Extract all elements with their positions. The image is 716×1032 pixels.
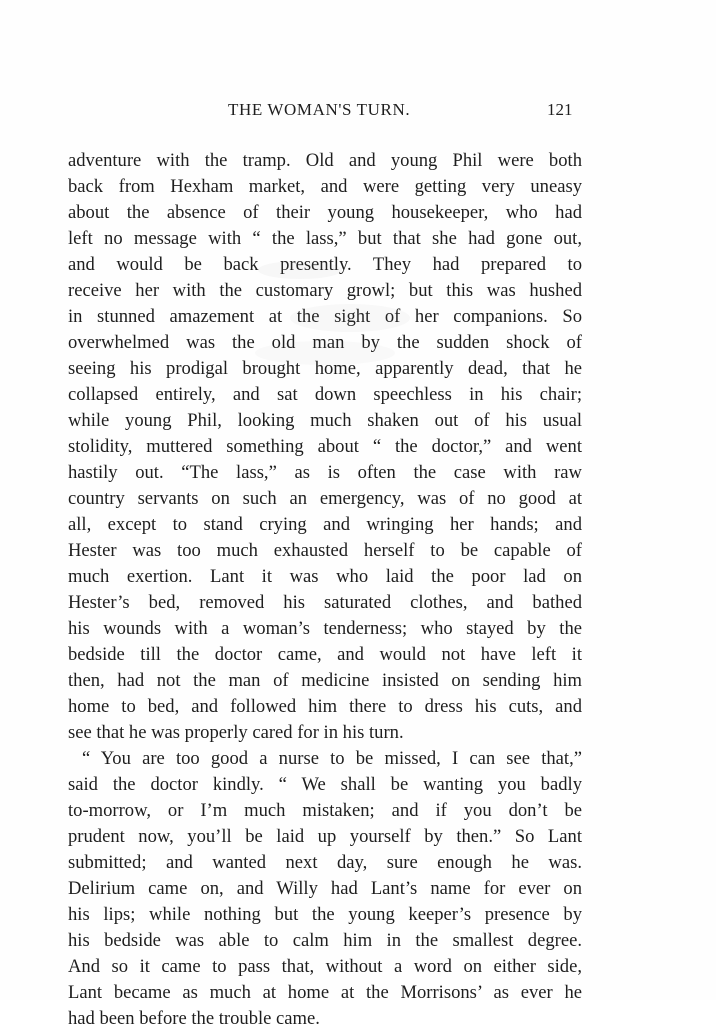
text-line: said the doctor kindly. “ We shall be wanting you badly <box>68 774 582 795</box>
text-line: in stunned amazement at the sight of her companions. So <box>68 306 582 327</box>
text-line: stolidity, muttered something about “ the doctor,” and went <box>68 436 582 457</box>
text-line: while young Phil, looking much shaken out of his usual <box>68 410 582 431</box>
text-line: to-morrow, or I’m much mistaken; and if you don’t be <box>68 800 582 821</box>
text-line: prudent now, you’ll be laid up yourself by then.” So Lant <box>68 826 582 847</box>
running-head <box>0 100 716 126</box>
text-line: had been before the trouble came. <box>68 1008 320 1029</box>
text-line: then, had not the man of medicine insisted on sending him <box>68 670 582 691</box>
text-line: seeing his prodigal brought home, apparently dead, that he <box>68 358 582 379</box>
text-line: and would be back presently. They had prepared to <box>68 254 582 275</box>
text-line: much exertion. Lant it was who laid the poor lad on <box>68 566 582 587</box>
text-line: see that he was properly cared for in his turn. <box>68 722 404 743</box>
text-line: receive her with the customary growl; but this was hushed <box>68 280 582 301</box>
text-line: Hester was too much exhausted herself to be capable of <box>68 540 582 561</box>
text-line: his lips; while nothing but the young keeper’s presence by <box>68 904 582 925</box>
text-line: his wounds with a woman’s tenderness; who stayed by the <box>68 618 582 639</box>
text-line: hastily out. “The lass,” as is often the case with raw <box>68 462 582 483</box>
text-line: left no message with “ the lass,” but that she had gone out, <box>68 228 582 249</box>
text-line: submitted; and wanted next day, sure enough he was. <box>68 852 582 873</box>
text-line: overwhelmed was the old man by the sudden shock of <box>68 332 582 353</box>
text-line: And so it came to pass that, without a word on either side, <box>68 956 582 977</box>
text-line: bedside till the doctor came, and would not have left it <box>68 644 582 665</box>
text-line: Lant became as much at home at the Morrisons’ as ever he <box>68 982 582 1003</box>
text-line: country servants on such an emergency, was of no good at <box>68 488 582 509</box>
text-line: Hester’s bed, removed his saturated clothes, and bathed <box>68 592 582 613</box>
text-line: adventure with the tramp. Old and young Phil were both <box>68 150 582 171</box>
body-text <box>68 148 582 1032</box>
text-line: home to bed, and followed him there to dress his cuts, and <box>68 696 582 717</box>
text-line: Delirium came on, and Willy had Lant’s name for ever on <box>68 878 582 899</box>
text-line: all, except to stand crying and wringing her hands; and <box>68 514 582 535</box>
text-line: collapsed entirely, and sat down speechless in his chair; <box>68 384 582 405</box>
text-line: about the absence of their young housekeeper, who had <box>68 202 582 223</box>
page-number: 121 <box>547 100 573 119</box>
text-line: back from Hexham market, and were getting very uneasy <box>68 176 582 197</box>
text-line: “ You are too good a nurse to be missed, I can see that,” <box>82 748 582 769</box>
text-line: his bedside was able to calm him in the smallest degree. <box>68 930 582 951</box>
running-title: THE WOMAN'S TURN. <box>228 100 411 119</box>
